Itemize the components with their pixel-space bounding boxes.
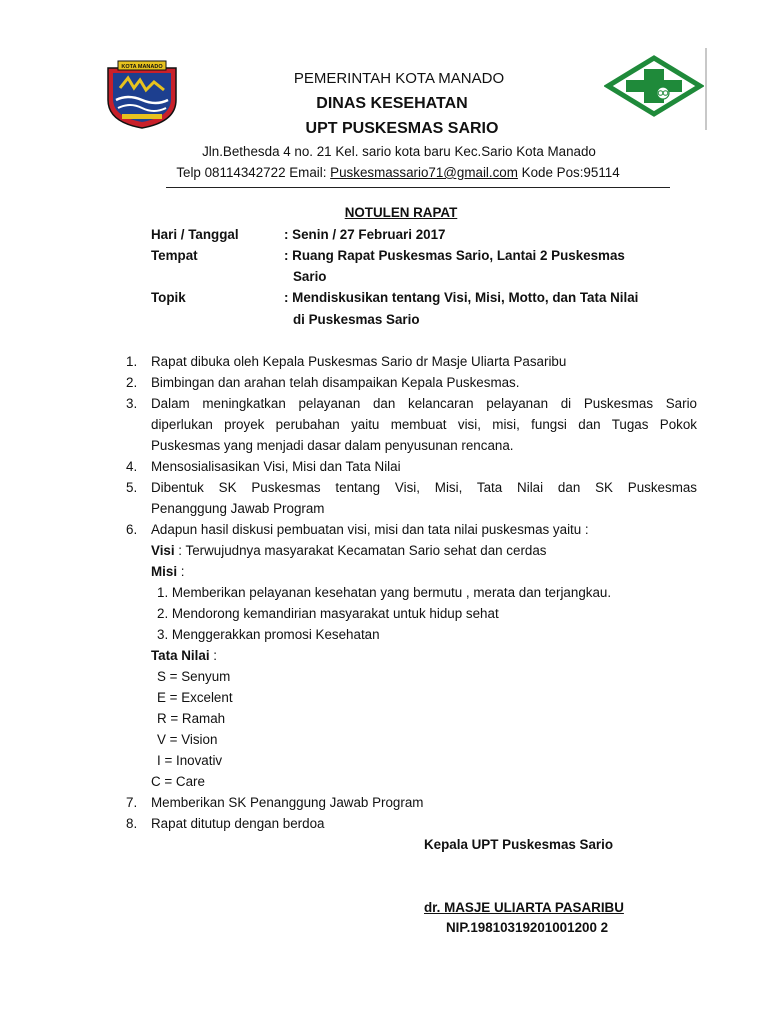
contact-suffix: Kode Pos:95114 (517, 165, 620, 180)
item-text: Rapat ditutup dengan berdoa (151, 816, 325, 831)
address-line: Jln.Bethesda 4 no. 21 Kel. sario kota baru Kec.Sario Kota Manado (202, 144, 596, 159)
misi-item: 3. Menggerakkan promosi Kesehatan (157, 627, 380, 642)
topic-value-cont: di Puskesmas Sario (293, 312, 420, 327)
item-text: Rapat dibuka oleh Kepala Puskesmas Sario dr Masje Uliarta Pasaribu (151, 354, 567, 369)
item-number: 7. (126, 795, 138, 810)
tata-nilai-item: R = Ramah (157, 711, 226, 726)
item-text: Memberikan SK Penanggung Jawab Program (151, 795, 424, 810)
document-title: NOTULEN RAPAT (344, 205, 458, 220)
item-number: 4. (126, 459, 138, 474)
item-text: Dalam meningkatkan pelayanan dan kelancaran pelayanan di Puskesmas Sario (151, 396, 697, 411)
topic-value: : Mendiskusikan tentang Visi, Misi, Motto, dan Tata Nilai (284, 290, 639, 305)
government-heading: PEMERINTAH KOTA MANADO (293, 70, 505, 87)
tata-nilai-line (151, 648, 217, 663)
unit-heading: UPT PUSKESMAS SARIO (305, 120, 499, 137)
misi-colon: : (177, 564, 185, 579)
tata-nilai-item: S = Senyum (157, 669, 231, 684)
emblem-caption: KOTA MANADO (121, 64, 163, 70)
misi-item: 2. Mendorong kemandirian masyarakat untuk hidup sehat (157, 606, 499, 621)
logo-divider (705, 48, 707, 130)
visi-text: : Terwujudnya masyarakat Kecamatan Sario sehat dan cerdas (174, 543, 547, 558)
visi-line (151, 543, 547, 558)
place-value: : Ruang Rapat Puskesmas Sario, Lantai 2 Puskesmas (284, 248, 625, 263)
misi-label: Misi (151, 564, 178, 579)
item-text: Bimbingan dan arahan telah disampaikan Kepala Puskesmas. (151, 375, 520, 390)
tata-nilai-item: E = Excelent (157, 690, 233, 705)
letterhead-rule (166, 187, 670, 188)
item-number: 8. (126, 816, 138, 831)
tata-nilai-item: I = Inovativ (157, 753, 223, 768)
tata-nilai-item: C = Care (151, 774, 205, 789)
tata-nilai-colon: : (209, 648, 217, 663)
item-number: 5. (126, 480, 138, 495)
item-number: 3. (126, 396, 138, 411)
item-text: Adapun hasil diskusi pembuatan visi, misi dan tata nilai puskesmas yaitu : (151, 522, 589, 537)
signer-position: Kepala UPT Puskesmas Sario (424, 837, 614, 852)
contact-prefix: Telp 08114342722 Email: (176, 165, 331, 180)
date-value: : Senin / 27 Februari 2017 (284, 227, 446, 242)
item-text-cont: Penanggung Jawab Program (151, 501, 325, 516)
item-number: 2. (126, 375, 138, 390)
tata-nilai-item: V = Vision (157, 732, 218, 747)
signer-name: dr. MASJE ULIARTA PASARIBU (424, 900, 624, 915)
item-text: Dibentuk SK Puskesmas tentang Visi, Misi, Tata Nilai dan SK Puskesmas (151, 480, 697, 495)
topic-label: Topik (151, 290, 186, 305)
department-heading: DINAS KESEHATAN (316, 95, 468, 112)
email-link[interactable]: Puskesmassario71@gmail.com (330, 165, 518, 180)
item-text-cont: Puskesmas yang menjadi dasar dalam penyusunan rencana. (151, 438, 514, 453)
item-text-cont: diperlukan proyek perubahan yaitu membuat visi, misi, fungsi dan Tugas Pokok (151, 417, 697, 432)
signer-nip: NIP.19810319201001200 2 (446, 920, 609, 935)
misi-item: 1. Memberikan pelayanan kesehatan yang bermutu , merata dan terjangkau. (157, 585, 612, 600)
tata-nilai-label: Tata Nilai (151, 648, 210, 663)
place-value-cont: Sario (293, 269, 327, 284)
contact-line (0, 165, 768, 180)
item-text: Mensosialisasikan Visi, Misi dan Tata Nilai (151, 459, 401, 474)
item-number: 1. (126, 354, 138, 369)
place-label: Tempat (151, 248, 198, 263)
date-label: Hari / Tanggal (151, 227, 239, 242)
misi-line (151, 564, 185, 579)
visi-label: Visi (151, 543, 175, 558)
item-number: 6. (126, 522, 138, 537)
